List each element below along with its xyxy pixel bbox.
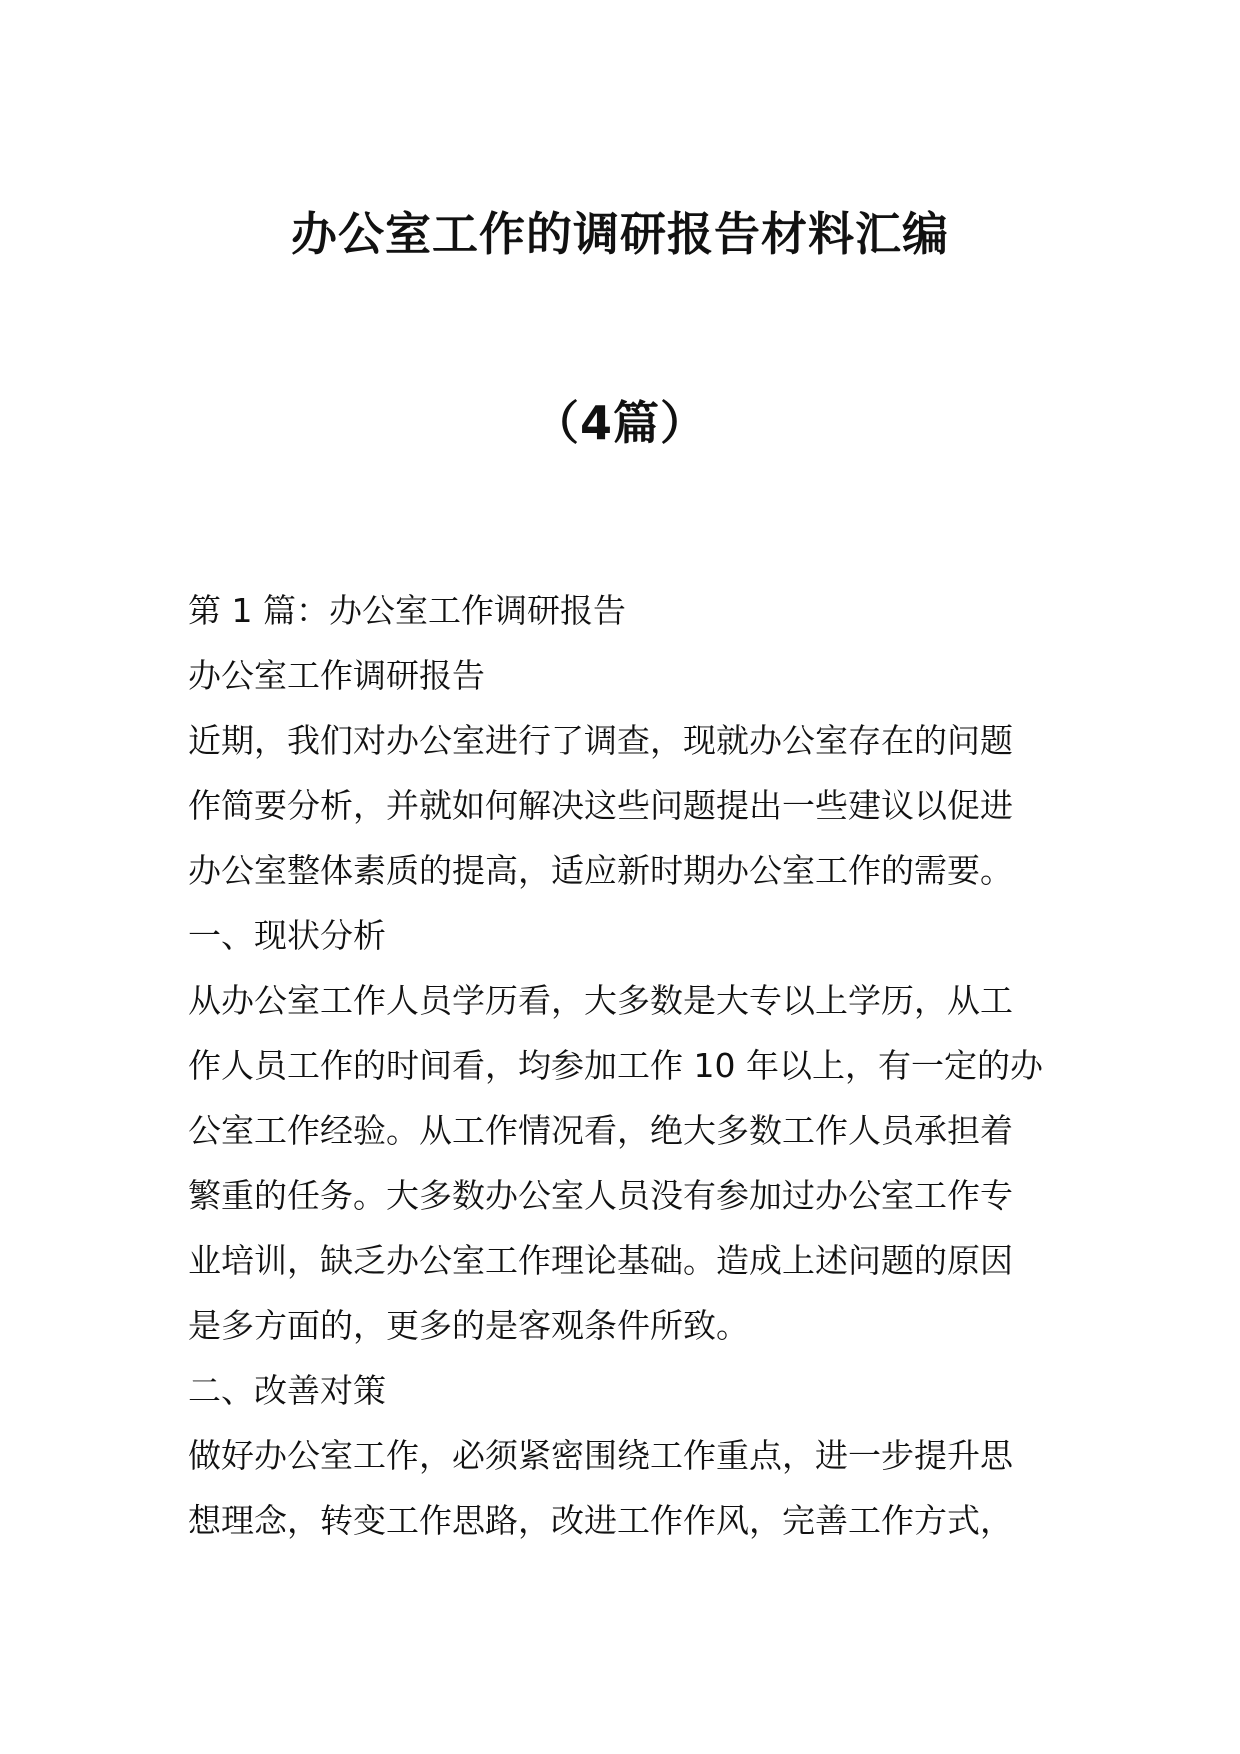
body-line: 做好办公室工作，必须紧密围绕工作重点，进一步提升思 (188, 1436, 1013, 1475)
section-heading-status: 一、现状分析 (188, 916, 386, 955)
body-line: 繁重的任务。大多数办公室人员没有参加过办公室工作专 (188, 1176, 1013, 1215)
section-heading-measures: 二、改善对策 (188, 1371, 386, 1410)
body-line: 业培训，缺乏办公室工作理论基础。造成上述问题的原因 (188, 1241, 1013, 1280)
body-line: 作简要分析，并就如何解决这些问题提出一些建议以促进 (188, 786, 1013, 825)
body-line: 想理念，转变工作思路，改进工作作风，完善工作方式， (188, 1501, 1013, 1540)
document-title: 办公室工作的调研报告材料汇编 (291, 207, 949, 261)
document-body (188, 578, 1058, 1553)
report-heading: 办公室工作调研报告 (188, 656, 485, 695)
document-subtitle: （4篇） (532, 396, 707, 450)
body-line: 作人员工作的时间看，均参加工作 10 年以上，有一定的办 (188, 1046, 1043, 1085)
body-line: 近期，我们对办公室进行了调查，现就办公室存在的问题 (188, 721, 1013, 760)
body-line: 从办公室工作人员学历看，大多数是大专以上学历，从工 (188, 981, 1013, 1020)
body-line: 公室工作经验。从工作情况看，绝大多数工作人员承担着 (188, 1111, 1013, 1150)
body-line: 办公室整体素质的提高，适应新时期办公室工作的需要。 (188, 851, 1013, 890)
body-line: 是多方面的，更多的是客观条件所致。 (188, 1306, 749, 1345)
chapter-heading: 第 1 篇：办公室工作调研报告 (188, 591, 626, 630)
